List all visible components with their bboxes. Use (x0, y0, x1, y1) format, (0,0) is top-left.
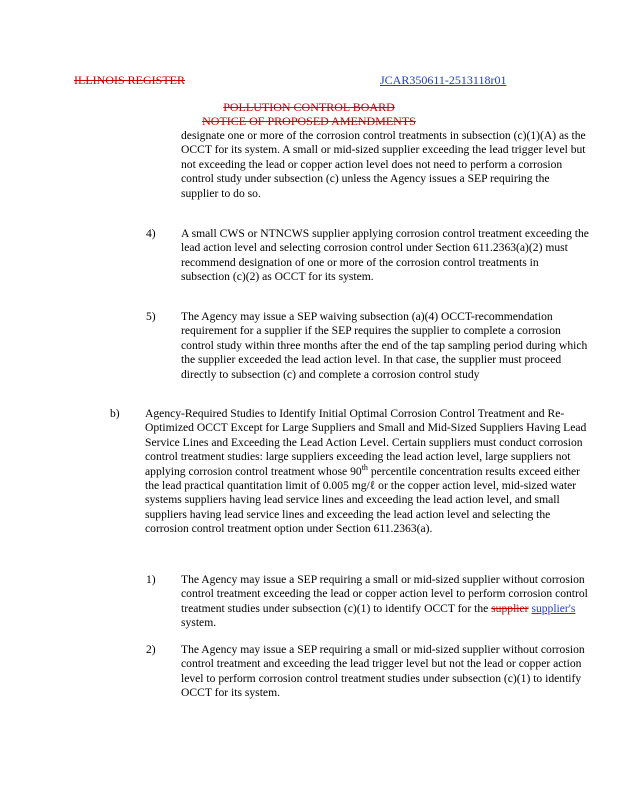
item-b1-number: 1) (146, 573, 156, 586)
register-title: ILLINOIS REGISTER (74, 73, 185, 87)
board-name: POLLUTION CONTROL BOARD (223, 100, 395, 114)
item-4-number: 4) (146, 227, 156, 240)
item-5-text: The Agency may issue a SEP waiving subsection (a)(4) OCCT-recommendation requirement for a supplier if the SEP requires the supplier to complete a corrosion control study within three months after the end of the tap sampling period during which the supplier exceeded the lead action level. In that case, the supplier must proceed directly to subsection (c) and complete a corrosion control study (181, 310, 588, 381)
item-b1-text: The Agency may issue a SEP requiring a small or mid-sized supplier without corrosion control treatment exceeding the lead or copper action level to perform corrosion control treatment studies under subsection (c)(1) to identify OCCT for the supplier supplier's system. (181, 573, 588, 630)
continued-paragraph: designate one or more of the corrosion control treatments in subsection (c)(1)(A) as the OCCT for its system. A small or mid-sized supplier exceeding the lead trigger level but not exceeding the lead or copper action level does not need to perform a corrosion control study under subsection (c) unless the Agency issues a SEP requiring the supplier to do so. (181, 129, 586, 200)
jcar-code: JCAR350611-2513118r01 (380, 73, 507, 87)
item-4-text: A small CWS or NTNCWS supplier applying corrosion control treatment exceeding the lead action level and selecting corrosion control under Section 611.2363(a)(2) must recommend designation of one or more of the corrosion control treatments in subsection (c)(2) as OCCT for its system. (181, 227, 589, 284)
section-b-number: b) (110, 407, 120, 420)
section-b-text: Agency-Required Studies to Identify Initial Optimal Corrosion Control Treatment and Re-Optimized OCCT Except for Large Suppliers and Small and Mid-Sized Suppliers Having Lead Service Lines and Exceeding the Lead Action Level. Certain suppliers must conduct corrosion control treatment studies: large suppliers exceeding the lead action level, large suppliers not applying corrosion control treatment whose 90th percentile concentration results exceed either the lead practical quantitation limit of 0.005 mg/ℓ or the copper action level, mid-sized water systems suppliers having lead service lines and exceeding the lead action level, and small suppliers having lead service lines and exceeding the lead action level and selecting the corrosion control treatment option under Section 611.2363(a). (145, 407, 587, 536)
item-b2-text: The Agency may issue a SEP requiring a small or mid-sized supplier without corrosion control treatment and exceeding the lead trigger level but not the lead or copper action level to perform corrosion control treatment studies under subsection (c)(1) to identify OCCT for its system. (181, 643, 585, 700)
notice-title: NOTICE OF PROPOSED AMENDMENTS (202, 114, 416, 128)
item-b2-number: 2) (146, 643, 156, 656)
item-5-number: 5) (146, 310, 156, 323)
